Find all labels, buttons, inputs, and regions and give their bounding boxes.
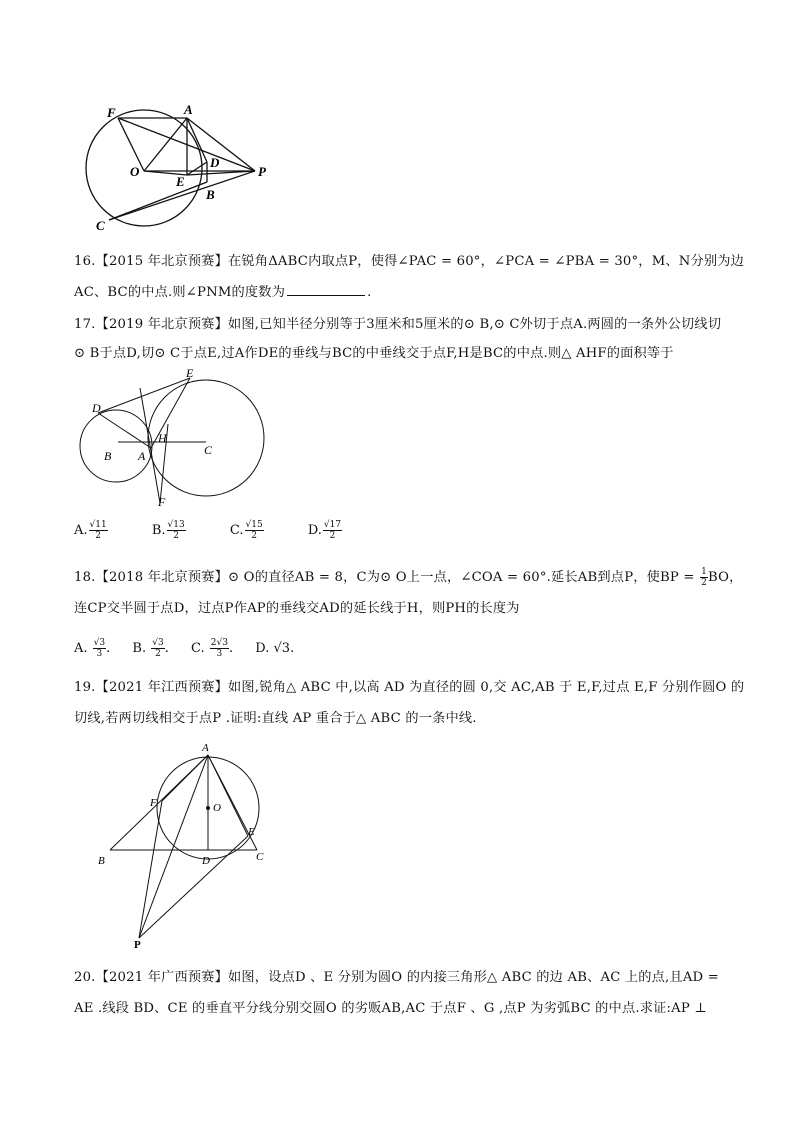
q18-line1-end: BO， [708,570,743,585]
q18-line2: 连CP交半圆于点D，过点P作AP的垂线交AD的延长线于H，则PH的长度为 [74,601,520,616]
fig3-label-F: F [150,797,157,809]
fig2-label-H: H [158,431,167,445]
q18-options [74,638,334,659]
answer-blank [287,283,365,296]
fig3-label-C: C [256,851,264,863]
fig1-label-P: P [258,164,266,179]
fig3-label-D: D [202,855,210,867]
q20-line1: 20.【2021 年广西预赛】如图，设点D 、E 分别为圆O 的内接三角形△ ABC 的边 AB、AC 上的点,且AD = [74,970,719,985]
q17-option-c[interactable]: C. $\frac{√15}{2}$ [229,520,263,541]
fig2-label-F: F [158,495,166,509]
figure-circle-tangents [80,100,280,235]
figure-two-circles [78,368,278,513]
q17-option-d[interactable]: D. $\frac{√17}{2}$ [307,520,342,541]
q16-line2-text: AC、BC的中点.则∠PNM的度数为 [74,285,286,300]
q18-line1 [74,566,743,588]
q18-fraction: $\frac{1}{2}$ [701,567,707,588]
q17-option-a[interactable]: A. $\frac{√11}{2}$ [74,520,107,541]
q17-option-b[interactable]: B. $\frac{√13}{2}$ [151,520,185,541]
q18-option-a[interactable]: A. $\frac{√3}{3}$ . [74,638,111,659]
q17-options [74,520,382,541]
fig2-label-C: C [204,443,213,457]
fig2-label-A: A [138,449,146,463]
fig1-label-F: F [107,105,116,120]
fig3-label-P: P [134,939,141,948]
fig1-label-A: A [184,102,193,117]
fig3-label-O: O [213,802,221,814]
q18-option-b[interactable]: B. $\frac{√3}{2}$ . [132,638,169,659]
fig2-label-E: E [186,368,194,380]
q16-line2-end: . [367,285,372,300]
fig2-label-D: D [92,401,101,415]
q18-option-c[interactable]: C. $\frac{2√3}{3}$ . [191,638,234,659]
q18-option-d[interactable]: D. √3. [255,641,295,656]
q18-line1-text: 18.【2018 年北京预赛】⊙ O的直径AB = 8，C为⊙ O上一点，∠COA = 60°.延长AB到点P，使BP = [74,570,695,585]
q16-line1: 16.【2015 年北京预赛】在锐角ΔABC内取点P，使得∠PAC = 60°，∠PCA = ∠PBA = 30°，M、N分别为边 [74,254,745,269]
fig1-label-E: E [176,174,185,189]
q19-line1: 19.【2021 年江西预赛】如图,锐角△ ABC 中,以高 AD 为直径的圆 0,交 AC,AB 于 E,F,过点 E,F 分别作圆O 的 [74,680,745,695]
fig1-label-C: C [96,218,105,233]
fig3-label-A: A [202,742,209,754]
fig3-label-E: E [248,826,255,838]
q20-line2: AE .线段 BD、CE 的垂直平分线分别交圆O 的劣贩AB,AC 于点F 、G ,点P 为劣弧BC 的中点.求证:AP ⊥ [74,1001,707,1016]
q16-line2 [74,281,372,300]
fig1-label-D: D [210,155,220,170]
fig2-label-B: B [104,449,112,463]
q17-line2: ⊙ B于点D,切⊙ C于点E,过A作DE的垂线与BC的中垂线交于点F,H是BC的中点.则△ AHF的面积等于 [74,346,674,361]
q17-line1: 17.【2019 年北京预赛】如图,已知半径分别等于3厘米和5厘米的⊙ B,⊙ C外切于点A.两圆的一条外公切线切 [74,317,722,332]
q19-line2: 切线,若两切线相交于点P .证明:直线 AP 重合于△ ABC 的一条中线. [74,711,477,726]
figure-triangle-circle [90,738,280,948]
fig3-label-B: B [98,855,105,867]
fig1-label-O: O [130,164,140,179]
fig1-label-B: B [206,187,215,202]
